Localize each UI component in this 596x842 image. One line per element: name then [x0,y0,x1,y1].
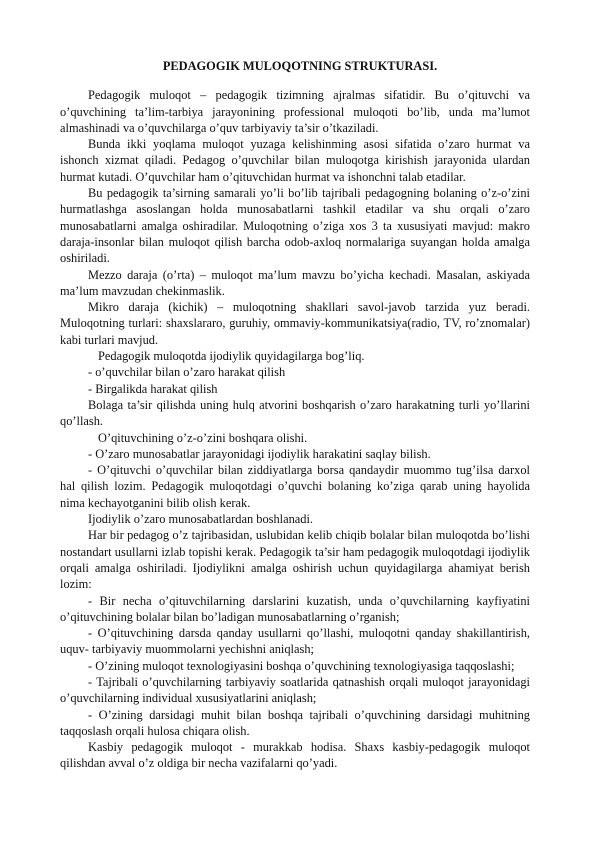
list-item: - Bir necha o’qituvchilarning darslarini kuzatish, unda o’quvchilarning kayfiyatini o’qituvchining bolalar bilan bo’ladigan munosabatlarning o’rganish; [60,593,530,624]
list-item: - Birgalikda harakat qilish [88,381,218,396]
paragraph: Har bir pedagog o’z tajribasidan, uslubidan kelib chiqib bolalar bilan muloqotda bo’lishi nostandart usullarni izlab topishi kerak. Pedagogik ta’sir ham pedagogik muloqotdagi ijodiylik orqali amalga oshiriladi. Ijodiylikni amalga oshirish uchun quyidagilarga ahamiyat berish lozim: [60,528,530,592]
paragraph: O’qituvchining o’z-o’zini boshqara olishi. [98,430,308,445]
list-item: - Tajribali o’quvchilarning tarbiyaviy soatlarida qatnashish orqali muloqot jarayonidagi o’quvchilarning individual xususiyatlarini aniqlash; [60,674,530,706]
paragraph: Ijodiylik o’zaro munosabatlardan boshlanadi. [88,512,314,527]
list-item: - O’zining darsidagi muhit bilan boshqa tajribali o’quvchining darsidagi muhitning taqqoslash orqali hulosa chiqara olish. [60,707,530,738]
paragraph: Pedagogik muloqotda ijodiylik quyidagilarga bog’liq. [98,349,365,364]
list-item: - O’zining muloqot texnologiyasini boshqa o’quvchining texnologiyasiga taqqoslashi; [88,658,515,673]
paragraph: Mikro daraja (kichik) – muloqotning shakllari savol-javob tarzida yuz beradi. Muloqotning turlari: shaxslararo, guruhiy, ommaviy-kommunikatsiya(radio, TV, ro’znomalar) kabi turlari mavjud. [60,300,530,347]
paragraph: Bu pedagogik ta’sirning samarali yo’li bo’lib tajribali pedagogning bolaning o’z-o’zini hurmatlashga asoslangan holda munosabatlarni tashkil etadilar va shu orqali o’zaro munosabatlarni amalga oshiradilar. Muloqotning o’ziga xos 3 ta xususiyati mavjud: makro daraja-insonlar bilan muloqot qilish barcha odob-axloq normalariga suyangan holda amalga oshiriladi. [60,186,530,266]
paragraph: Bunda ikki yoqlama muloqot yuzaga kelishinming asosi sifatida o’zaro hurmat va ishonch xizmat qiladi. Pedagog o’quvchilar bilan muloqotga kirishish jarayonida ulardan hurmat kutadi. O’quvchilar ham o’qituvchidan hurmat va ishonchni talab etadilar. [60,137,530,184]
paragraph: Pedagogik muloqot – pedagogik tizimning ajralmas sifatidir. Bu o’qituvchi va o’quvchining ta’lim-tarbiya jarayonining professional muloqoti bo’lib, unda ma’lumot almashinadi va o’quvchilarga o’quv tarbiyaviy ta’sir o’tkaziladi. [60,88,530,135]
paragraph: Mezzo daraja (o’rta) – muloqot ma’lum mavzu bo’yicha kechadi. Masalan, askiyada ma’lum mavzudan chekinmaslik. [60,267,530,298]
paragraph: Kasbiy pedagogik muloqot - murakkab hodisa. Shaxs kasbiy-pedagogik muloqot qilishdan avval o’z oldiga bir necha vazifalarni qo’yadi. [60,740,530,771]
list-item: - O’qituvchi o’quvchilar bilan ziddiyatlarga borsa qandaydir muommo tug’ilsa darxol hal qilish lozim. Pedagogik muloqotdagi o’quvchi bolaning ko’ziga qarab uning hayolida nima kechayotganini bilib olish kerak. [60,463,530,510]
list-item: - o’quvchilar bilan o’zaro harakat qilish [88,365,286,380]
paragraph: Bolaga ta’sir qilishda uning hulq atvorini boshqarish o’zaro harakatning turli yo’llarini qo’llash. [60,397,530,429]
list-item: - O’qituvchining darsda qanday usullarni qo’llashi, muloqotni qanday shakillantirish, uquv- tarbiyaviy muommolarni yechishni aniqlash; [60,626,530,657]
document-title: PEDAGOGIK MULOQOTNING STRUKTURASI. [162,59,438,73]
list-item: - O’zaro munosabatlar jarayonidagi ijodiylik harakatini saqlay bilish. [88,446,431,461]
